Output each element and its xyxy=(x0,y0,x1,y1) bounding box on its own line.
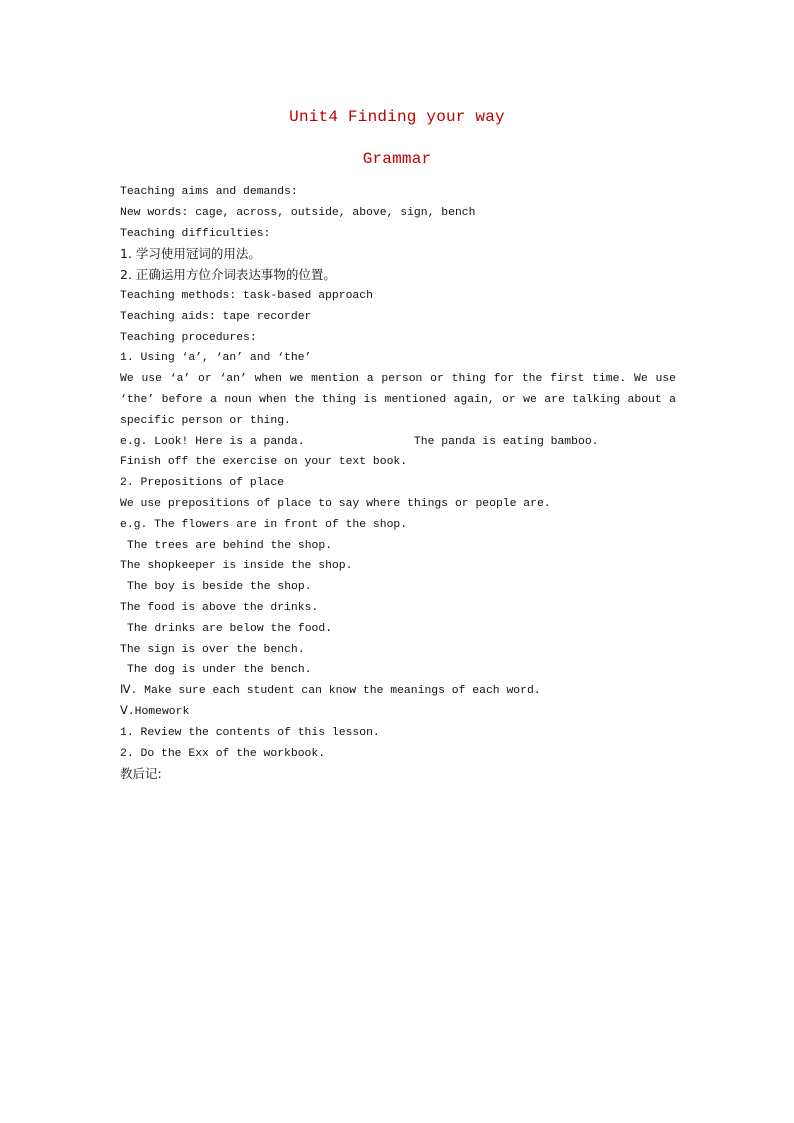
difficulty-item-2: 2. 正确运用方位介词表达事物的位置。 xyxy=(120,267,336,283)
homework-item-1: 1. Review the contents of this lesson. xyxy=(120,726,380,739)
homework-item-2: 2. Do the Exx of the workbook. xyxy=(120,747,326,760)
prepositions-heading: 2. Prepositions of place xyxy=(120,477,285,490)
teaching-procedures-heading: Teaching procedures: xyxy=(120,331,257,344)
step-iv-line: Ⅳ. Make sure each student can know the meanings of each word. xyxy=(120,685,541,698)
lesson-plan-body xyxy=(120,182,680,785)
example-drinks-line: The drinks are below the food. xyxy=(127,622,333,635)
teaching-aims-heading: Teaching aims and demands: xyxy=(120,186,298,198)
articles-explanation-paragraph: We use ‘a’ or ‘an’ when we mention a person or thing for the first time. We use ‘the’ before a noun when the thing is mentioned again, or we are talking about a specific person or thing. xyxy=(120,373,676,427)
example-dog-line: The dog is under the bench. xyxy=(127,664,312,677)
prepositions-usage-line: We use prepositions of place to say where things or people are. xyxy=(120,497,551,510)
document-subtitle: Grammar xyxy=(362,150,432,168)
example-boy-line: The boy is beside the shop. xyxy=(127,581,312,594)
teaching-aids-line: Teaching aids: tape recorder xyxy=(120,310,312,323)
difficulty-item-1: 1. 学习使用冠词的用法。 xyxy=(120,246,261,262)
exercise-instruction-line: Finish off the exercise on your text book. xyxy=(120,456,408,469)
example-flowers-line: e.g. The flowers are in front of the shop. xyxy=(120,518,408,531)
teaching-difficulties-heading: Teaching difficulties: xyxy=(120,227,271,240)
example-shopkeeper-line: The shopkeeper is inside the shop. xyxy=(120,560,353,573)
example-sign-line: The sign is over the bench. xyxy=(120,643,305,656)
example-food-line: The food is above the drinks. xyxy=(120,601,319,614)
example-trees-line: The trees are behind the shop. xyxy=(127,539,333,552)
document-title: Unit4 Finding your way xyxy=(289,108,505,126)
new-words-line: New words: cage, across, outside, above, sign, bench xyxy=(120,206,476,219)
homework-heading: Ⅴ.Homework xyxy=(120,705,190,718)
teaching-methods-line: Teaching methods: task-based approach xyxy=(120,289,373,302)
using-articles-heading: 1. Using ‘a’, ‘an’ and ‘the’ xyxy=(120,352,312,365)
article-example-line: e.g. Look! Here is a panda. The panda is eating bamboo. xyxy=(120,435,599,448)
teaching-reflection-label: 教后记: xyxy=(120,766,162,782)
